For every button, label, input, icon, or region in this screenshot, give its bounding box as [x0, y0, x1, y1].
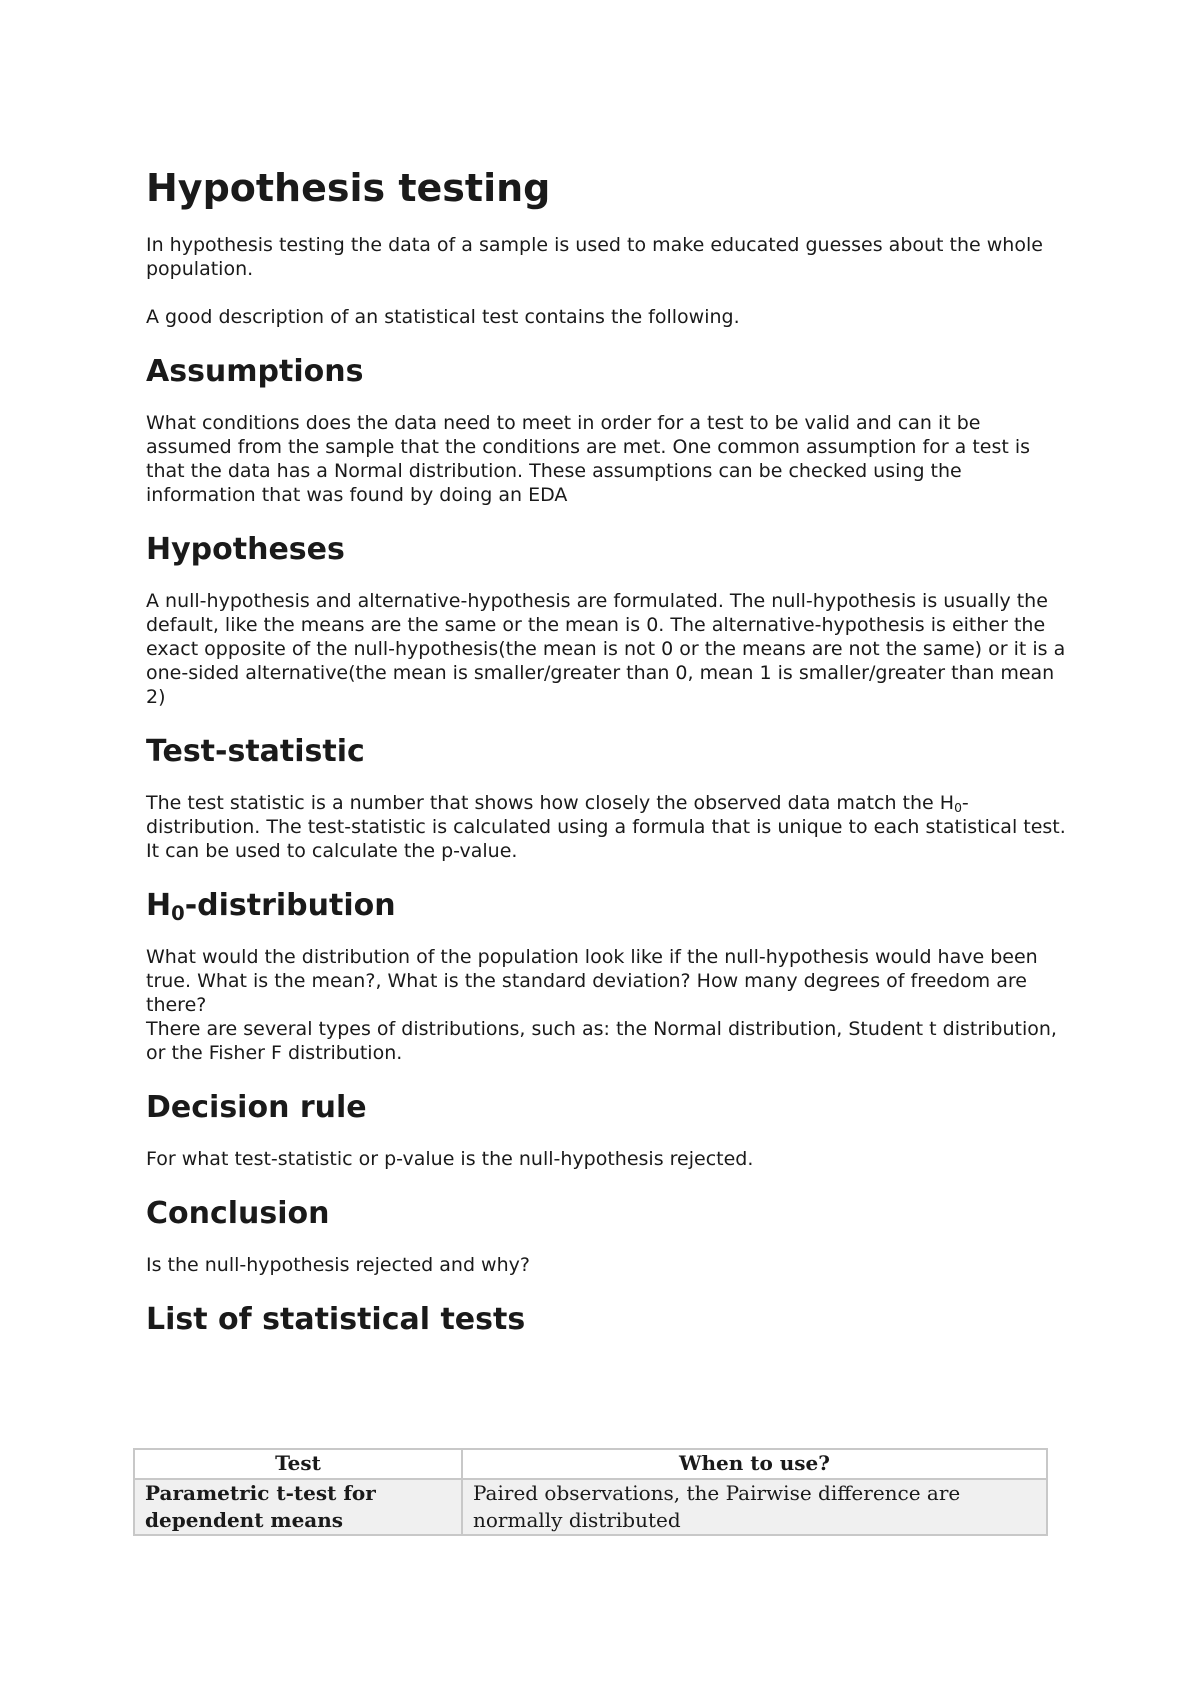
intro-paragraph-1: In hypothesis testing the data of a sample is used to make educated guesses about the whole population. — [146, 234, 1043, 280]
section-hypotheses — [146, 531, 1066, 709]
paragraph-hypotheses: A null-hypothesis and alternative-hypothesis are formulated. The null-hypothesis is usually the default, like the means are the same or the mean is 0. The alternative-hypothesis is either the exact opposite of the null-hypothesis(the mean is not 0 or the means are not the same) or it is a one-sided alternative(the mean is smaller/greater than 0, mean 1 is smaller/greater than mean 2) — [146, 590, 1066, 708]
heading-h0-rest: -distribution — [184, 888, 396, 923]
paragraph-h0-distribution-2: There are several types of distributions, such as: the Normal distribution, Student t distribution, or the Fisher F distribution. — [146, 1018, 1057, 1064]
table-cell-test: Parametric t-test for dependent means — [134, 1479, 462, 1535]
section-test-statistic — [146, 733, 1066, 863]
section-assumptions — [146, 353, 1066, 507]
paragraph-decision-rule: For what test-statistic or p-value is the null-hypothesis rejected. — [146, 1148, 754, 1170]
test-statistic-text-a: The test statistic is a number that shows how closely the observed data match the H — [146, 792, 955, 814]
statistical-tests-table — [133, 1448, 1048, 1536]
heading-list-of-tests: List of statistical tests — [146, 1302, 526, 1337]
heading-hypotheses: Hypotheses — [146, 532, 345, 567]
paragraph-assumptions: What conditions does the data need to meet in order for a test to be valid and can it be assumed from the sample that the conditions are met. One common assumption for a test is that the data has a Normal distribution. These assumptions can be checked using the information that was found by doing an EDA — [146, 412, 1031, 506]
section-h0-distribution — [146, 887, 1066, 1065]
heading-decision-rule: Decision rule — [146, 1090, 367, 1125]
paragraph-test-statistic — [146, 791, 1066, 863]
page-title: Hypothesis testing — [146, 166, 551, 210]
intro-paragraph-2: A good description of an statistical test contains the following. — [146, 306, 740, 328]
table-row — [134, 1479, 1047, 1535]
heading-conclusion: Conclusion — [146, 1196, 330, 1231]
paragraph-h0-distribution-1: What would the distribution of the population look like if the null-hypothesis would have been true. What is the mean?, What is the standard deviation? How many degrees of freedom are there? — [146, 946, 1038, 1016]
table-cell-when: Paired observations, the Pairwise difference are normally distributed — [462, 1479, 1047, 1535]
section-decision-rule — [146, 1089, 1066, 1171]
heading-h0-letter: H — [146, 888, 172, 923]
section-conclusion — [146, 1195, 1066, 1277]
table-header-when: When to use? — [462, 1449, 1047, 1479]
heading-test-statistic: Test-statistic — [146, 734, 365, 769]
table-header-row — [134, 1449, 1047, 1479]
document-page — [146, 165, 1066, 1359]
heading-h0-distribution — [146, 887, 1066, 925]
table-header-test: Test — [134, 1449, 462, 1479]
heading-assumptions: Assumptions — [146, 354, 364, 389]
heading-h0-subscript: 0 — [171, 901, 185, 925]
paragraph-conclusion: Is the null-hypothesis rejected and why? — [146, 1254, 530, 1276]
subscript-zero: 0 — [954, 801, 962, 816]
test-statistic-text-b: -distribution. The test-statistic is calculated using a formula that is unique to each statistical test. It can be used to calculate the p-value. — [146, 792, 1066, 862]
